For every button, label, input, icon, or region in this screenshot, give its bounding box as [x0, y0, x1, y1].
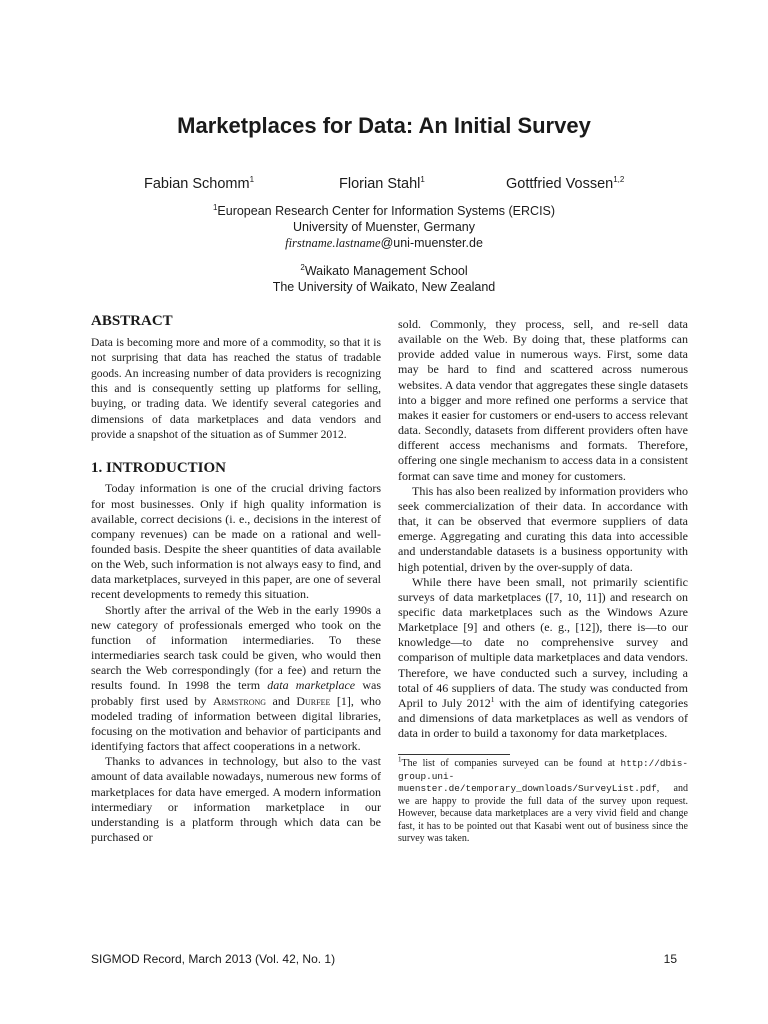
- footnote-1: $^1$The list of companies surveyed can be found at http://dbis-group.uni-muenster.de/temporary_downloads/SurveyList.pdf, and we are happy to provide the full data of the survey upon request. However, because data marketplaces are a very vivid field and change fast, it has to be pointed out that Kasabi went out of business since the survey was taken.: [398, 756, 688, 845]
- author-affiliation-mark: 1: [420, 175, 425, 185]
- left-column: [91, 314, 381, 845]
- author-affiliation-mark: 1: [249, 175, 255, 185]
- abstract-text: Data is becoming more and more of a commodity, so that it is not surprising that data has reached the status of tradable goods. An increasing number of data providers is recognizing this and is consequently setting up platforms for selling, buying, or trading data. We identify several categories and dimensions of data marketplaces and data vendors and provide a snapshot of the situation as of Summer 2012.: [91, 336, 381, 441]
- affiliation-mark: 1: [212, 202, 218, 212]
- author-name: Florian Stahl: [339, 176, 421, 192]
- affiliation-1-name: [0, 203, 768, 219]
- author-name: Fabian Schomm: [144, 176, 250, 192]
- intro-paragraph-5: While there have been small, not primarily scientific surveys of data marketplaces ([7, 10, 11]) and research on specific data marketplaces such as the Windows Azure Marketplace [9] and others (e. g., [12]), there is—to our knowledge—to date no comprehensive survey and comparison of multiple data marketplaces and data vendors. Therefore, we have conducted such a survey, including a total of 46 suppliers of data. The study was conducted from April to July 2012$^1$ with the aim of identifying categories and dimensions of data marketplaces as well as vendors of data in order to build a taxonomy for data marketplaces.: [398, 574, 689, 741]
- email-domain: @uni-muenster.de: [380, 236, 483, 250]
- cited-author-armstrong: Armstrong: [212, 693, 267, 708]
- footnote-mark: 1: [398, 756, 402, 765]
- intro-paragraph-1: Today information is one of the crucial driving factors for most businesses. Only if high quality information is available, correct decisions (i. e., decisions in the interest of company revenues) can be made on a rational and well-founded basis. Despite the sheer quantities of data available on the Web, such information is not always easy to find, and data marketplaces, surveyed in this paper, are one of several recent developments to remedy this situation.: [91, 481, 381, 602]
- affiliation-1: [0, 203, 768, 251]
- affiliation-2: [0, 263, 768, 295]
- right-column: [398, 317, 688, 846]
- abstract-heading: ABSTRACT: [91, 313, 173, 329]
- author-3: [506, 176, 624, 192]
- author-affiliation-mark: 1,2: [613, 175, 625, 185]
- footnote-reference[interactable]: 1: [490, 694, 495, 704]
- author-1: [144, 176, 254, 192]
- page-number: 15: [663, 952, 677, 966]
- author-name: Gottfried Vossen: [506, 176, 614, 192]
- footer-venue: SIGMOD Record, March 2013 (Vol. 42, No. 1): [91, 952, 336, 966]
- author-2: [339, 176, 425, 192]
- affiliation-1-university: University of Muenster, Germany: [292, 220, 475, 234]
- intro-paragraph-3: Thanks to advances in technology, but also to the vast amount of data available nowadays, numerous new forms of marketplaces for data have emerged. A modern information intermediary or information marketplace in our understanding is a platform through which data can be purchased or: [91, 754, 381, 844]
- email-local-part: firstname.lastname: [285, 236, 381, 250]
- intro-paragraph-2: Shortly after the arrival of the Web in the early 1990s a new category of professionals emerged who took on the function of information intermediaries. To these intermediaries search task could be given, who would then search the Web correspondingly (for a fee) and return the results found. In 1998 the term data marketplace was probably first used by Armstrong and Durfee [1], who modeled trading of information between digital libraries, focusing on the motivation and behavior of participants and identifying factors that affect cooperations in a network.: [91, 602, 381, 754]
- affiliation-2-name: [0, 263, 768, 279]
- affiliation-2-university: The University of Waikato, New Zealand: [272, 280, 496, 294]
- author-list: [0, 176, 768, 196]
- footnote-divider: [398, 754, 510, 755]
- affiliation-name: European Research Center for Information Systems (ERCIS): [217, 204, 556, 218]
- intro-paragraph-4: This has also been realized by information providers who seek commercialization of their data. In accordance with that, it can be observed that evermore suppliers of data emerge. Aggregating and curating this data into accessible and understandable datasets is a business opportunity with high potential, driven by the over-supply of data.: [398, 483, 688, 574]
- survey-list-link[interactable]: http://dbis-group.uni-muenster.de/temporary_downloads/SurveyList.pdf: [398, 758, 688, 795]
- paper-title: Marketplaces for Data: An Initial Survey: [177, 113, 591, 138]
- term-data-marketplace: data marketplace: [267, 678, 356, 693]
- intro-paragraph-3-continued: sold. Commonly, they process, sell, and re-sell data available on the Web. By doing that, these platforms can provide added value in numerous ways. First, some data may be hard to find and scattered across numerous websites. A data vendor that aggregates these single datasets into a bigger and more refined one performs a service that makes it easier for customers or end-users to access relevant data. Secondly, datasets from different providers often have different access mechanisms and formats. Therefore, offering one single mechanism to access data in a consistent format can save time and money for customers.: [398, 317, 688, 483]
- affiliation-1-email: [0, 235, 768, 251]
- introduction-heading: 1. INTRODUCTION: [91, 460, 227, 477]
- affiliation-name: Waikato Management School: [304, 264, 468, 278]
- cited-author-durfee: Durfee: [296, 693, 331, 708]
- affiliation-mark: 2: [300, 262, 305, 272]
